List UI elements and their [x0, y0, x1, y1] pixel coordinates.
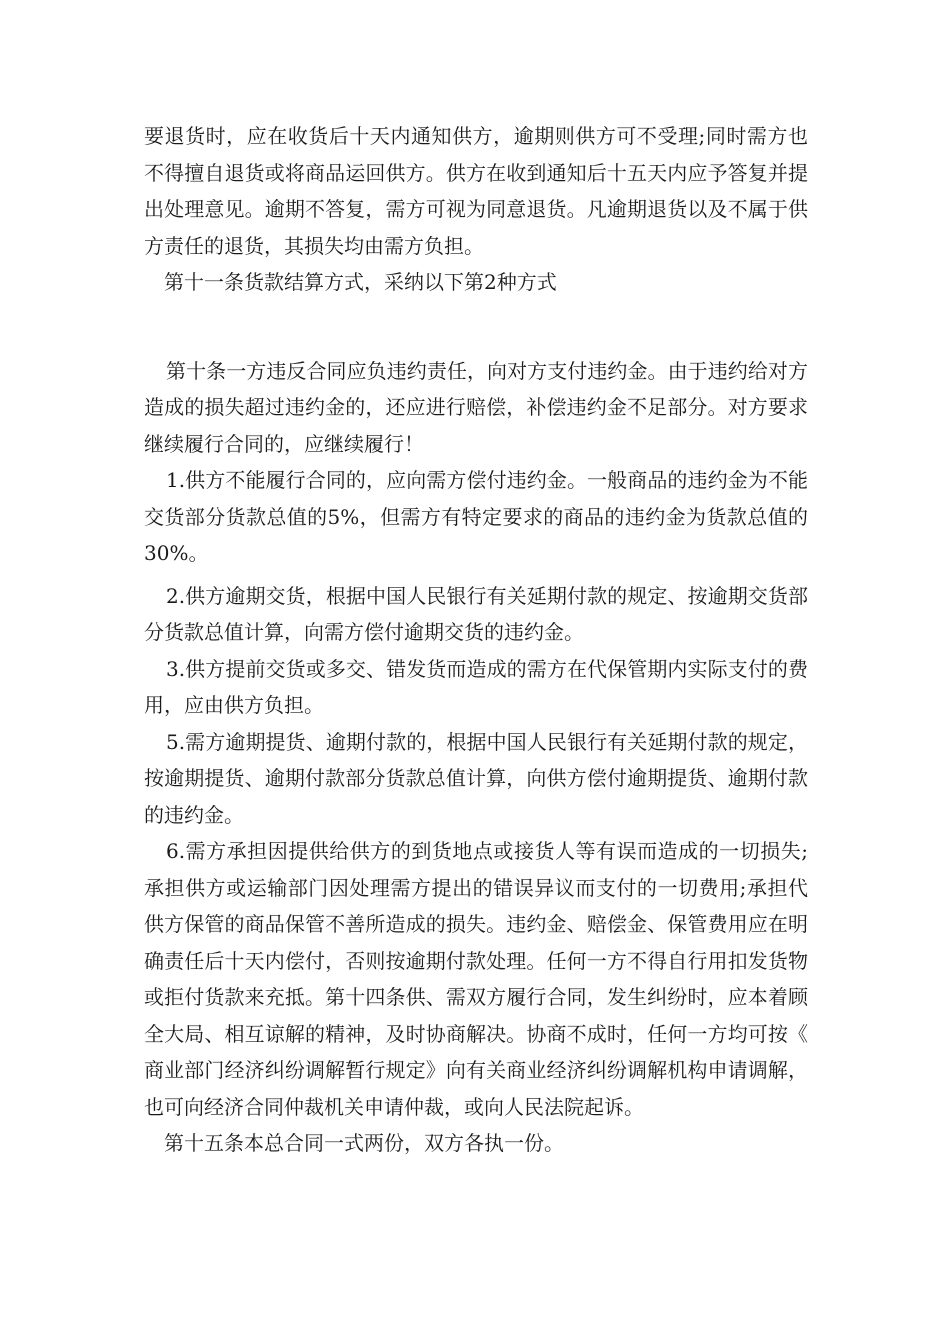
- paragraph-clause-2: 2.供方逾期交货，根据中国人民银行有关延期付款的规定、按逾期交货部分货款总值计算，向需方偿付逾期交货的违约金。: [144, 583, 808, 644]
- document-page: [144, 118, 808, 1162]
- paragraph-clause-3: 3.供方提前交货或多交、错发货而造成的需方在代保管期内实际支付的费用，应由供方负担。: [144, 656, 808, 717]
- paragraph-clause-6: 6.需方承担因提供给供方的到货地点或接货人等有误而造成的一切损失;承担供方或运输部门因处理需方提出的错误异议而支付的一切费用;承担代供方保管的商品保管不善所造成的损失。违约金、赔偿金、保管费用应在明确责任后十天内偿付，否则按逾期付款处理。任何一方不得自行用扣发货物或拒付货款来充抵。第十四条供、需双方履行合同，发生纠纷时，应本着顾全大局、相互谅解的精神，及时协商解决。协商不成时，任何一方均可按《商业部门经济纠纷调解暂行规定》向有关商业经济纠纷调解机构申请调解，也可向经济合同仲裁机关申请仲裁，或向人民法院起诉。: [144, 839, 808, 1119]
- paragraph-article-11: 第十一条货款结算方式，采纳以下第2种方式: [164, 270, 557, 294]
- paragraph-article-10: 第十条一方违反合同应负违约责任，向对方支付违约金。由于违约给对方造成的损失超过违约金的，还应进行赔偿，补偿违约金不足部分。对方要求继续履行合同的，应继续履行！: [144, 358, 808, 456]
- paragraph-clause-1: 1.供方不能履行合同的，应向需方偿付违约金。一般商品的违约金为不能交货部分货款总值的5%，但需方有特定要求的商品的违约金为货款总值的30%。: [144, 468, 808, 565]
- paragraph-spacer: [144, 301, 808, 353]
- paragraph-return-terms: 要退货时，应在收货后十天内通知供方，逾期则供方可不受理;同时需方也不得擅自退货或将商品运回供方。供方在收到通知后十五天内应予答复并提出处理意见。逾期不答复，需方可视为同意退货。凡逾期退货以及不属于供方责任的退货，其损失均由需方负担。: [144, 124, 808, 258]
- paragraph-clause-5: 5.需方逾期提货、逾期付款的，根据中国人民银行有关延期付款的规定，按逾期提货、逾期付款部分货款总值计算，向供方偿付逾期提货、逾期付款的违约金。: [144, 729, 808, 827]
- paragraph-article-15: 第十五条本总合同一式两份，双方各执一份。: [164, 1131, 564, 1155]
